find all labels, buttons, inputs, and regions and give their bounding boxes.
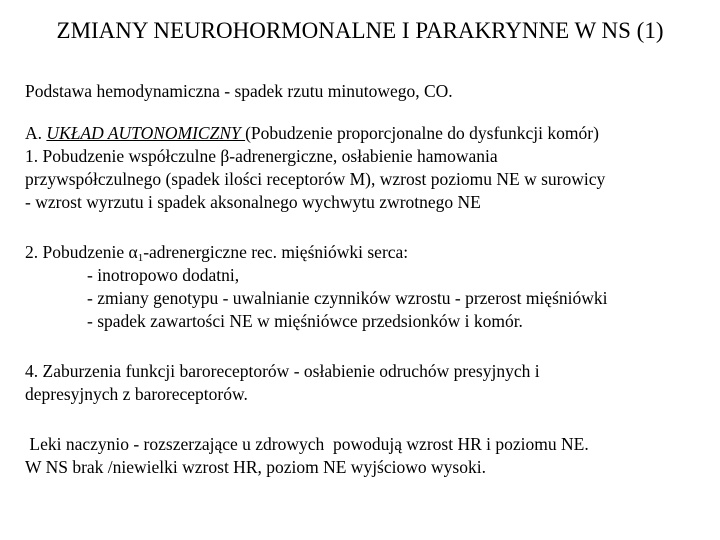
item-2-bullet-2: - zmiany genotypu - uwalnianie czynników wzrostu - przerost mięśniówki	[87, 288, 608, 308]
item-2-subscript: 1	[137, 252, 144, 264]
item-2-pre: 2. Pobudzenie α	[25, 242, 138, 262]
item-2-post: -adrenergiczne rec. mięśniówki serca:	[143, 242, 409, 262]
slide-title: ZMIANY NEUROHORMONALNE I PARAKRYNNE W NS (1)	[56, 18, 664, 43]
section-a-heading-rest: (Pobudzenie proporcjonalne do dysfunkcji komór)	[245, 123, 599, 143]
note-line-1: Leki naczynio - rozszerzające u zdrowych powodują wzrost HR i poziomu NE.	[25, 434, 589, 454]
section-a-line-2: przywspółczulnego (spadek ilości receptorów M), wzrost poziomu NE w surowicy	[25, 169, 606, 189]
section-a-heading-line	[25, 122, 705, 145]
section-a-line-1: 1. Pobudzenie współczulne β-adrenergiczne, osłabienie hamowania	[25, 146, 498, 166]
item-2-heading	[25, 241, 705, 264]
intro-line: Podstawa hemodynamiczna - spadek rzutu minutowego, CO.	[25, 81, 453, 101]
section-a-line-3: - wzrost wyrzutu i spadek aksonalnego wychwytu zwrotnego NE	[25, 192, 481, 212]
note-line-2: W NS brak /niewielki wzrost HR, poziom NE wyjściowo wysoki.	[25, 457, 486, 477]
item-2-bullet-3: - spadek zawartości NE w mięśniówce przedsionków i komór.	[87, 311, 523, 331]
section-a-prefix: A.	[25, 123, 47, 143]
item-2-bullet-1: - inotropowo dodatni,	[87, 265, 240, 285]
item-4-line-2: depresyjnych z baroreceptorów.	[25, 384, 248, 404]
section-a-heading: UKŁAD AUTONOMICZNY	[46, 123, 246, 143]
item-4-line-1: 4. Zaburzenia funkcji baroreceptorów - osłabienie odruchów presyjnych i	[25, 361, 540, 381]
slide-body	[25, 80, 705, 479]
